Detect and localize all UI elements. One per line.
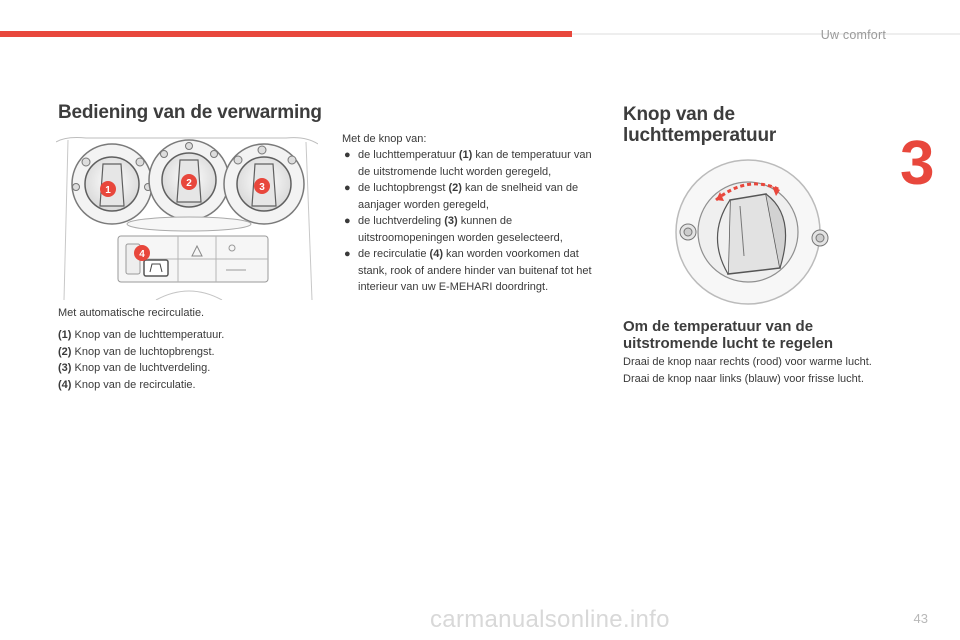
page-number: 43 [913,611,928,626]
legend-item: (3) Knop van de luchtverdeling. [58,362,211,374]
bullet-item: ● de luchtverdeling (3) kunnen de uitstroomopeningen worden geselecteerd, [344,215,563,244]
callout-2-label: 2 [186,178,192,189]
callout-1 [100,181,116,197]
legend-item: (2) Knop van de luchtopbrengst. [58,345,215,358]
bullet-item: ● de recirculatie (4) kan worden voorkomen dat stank, rook of andere hinder van buitenaf tot het interieur van uw E-MEHARI doordringt. [344,248,592,293]
figure-caption: Met automatische recirculatie. [58,307,205,319]
bullet-item: ● de luchttemperatuur (1) kan de temperatuur van de uitstromende lucht worden geregeld, [344,149,592,178]
cool-air-instruction: Draai de knop naar links (blauw) voor frisse lucht. [623,372,864,385]
header-divider [572,33,960,35]
legend-item: (1) Knop van de luchttemperatuur. [58,329,225,341]
section-title: Uw comfort [820,28,886,42]
regulate-temperature-subtitle: Om de temperatuur van de uitstromende lucht te regelen [623,318,834,352]
controls-bullet-list [342,147,604,296]
temperature-knob-illustration [668,156,838,308]
callout-2 [181,174,197,190]
header-accent-bar [0,31,572,37]
watermark: carmanualsonline.info [430,606,670,633]
legend-item: (4) Knop van de recirculatie. [58,378,196,391]
legend-list [58,327,224,393]
temperature-instructions [623,354,873,387]
warm-air-instruction: Draai de knop naar rechts (rood) voor warme lucht. [623,356,872,368]
heating-panel-illustration [56,132,318,300]
bullet-item: ● de luchtopbrengst (2) kan de snelheid van de aanjager worden geregeld, [344,182,579,211]
callout-3 [254,178,270,194]
heating-controls-title: Bediening van de verwarming [58,102,322,123]
callout-4 [134,245,150,261]
callout-4-label: 4 [139,249,145,260]
temperature-knob-title: Knop van de luchttemperatuur [623,104,777,146]
callout-1-label: 1 [105,185,111,196]
controls-intro: Met de knop van: [342,133,427,145]
chapter-number: 3 [900,129,935,198]
callout-3-label: 3 [259,182,265,193]
